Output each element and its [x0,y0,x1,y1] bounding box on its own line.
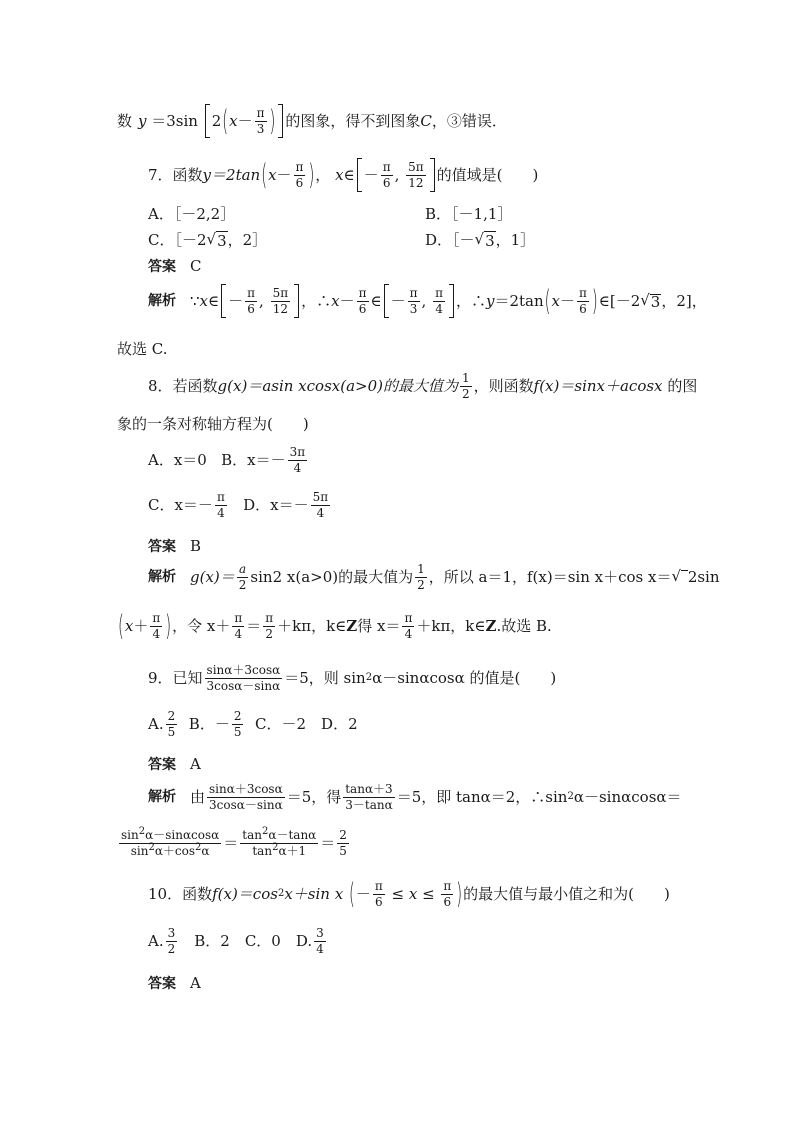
solution-7: 解析 ∵ x ∈ － $\frac{\pi}{6}$ , $\frac{5\pi}{12}$ ，∴ x － $\frac{\pi}{6}$ ∈ － $\frac{\pi}{3}$ , $\frac{\pi}{4}$ ，∴ y ＝2tan ( x － $\frac{\pi}{6}$ ) ∈[－2 √ 3 ，2]， [148,282,707,318]
solution-8-line2: ( x ＋ $\frac{\pi}{4}$ ) ，令 x＋ $\frac{\pi}{4}$ ＝ $\frac{\pi}{2}$ ＋kπ，k∈ Z 得 x＝ $\frac{\pi}{4}$ ＋kπ，k∈ Z .故选 B. [118,608,552,643]
question-10: 10．函数 f(x)＝cos 2 x＋sin x ( － $\frac{\pi}{6}$ ≤ x ≤ $\frac{\pi}{6}$ ) 的最大值与最小值之和为( ) [148,876,670,911]
text: x∈ [335,165,355,184]
answer-10: 答案 A [148,974,201,992]
solution-9-line2: $\frac{\sin^2\alpha-\sin\alpha\cos\alpha}{\sin^2\alpha+\cos^2\alpha}$ ＝ $\frac{\tan^2\alpha-\tan\alpha}{\tan^2\alpha+1}$ ＝ $\frac{2}{5}$ [121,826,347,858]
question-number: 7．函数 [148,165,203,184]
text: ，③错误． [431,111,507,130]
question-9: 9．已知 $\frac{\sin\alpha+3\cos\alpha}{3\cos\alpha-\sin\alpha}$ ＝5，则 sin 2 α－sinαcosα 的值是( ) [148,663,557,693]
options-10: A. $\frac{3}{2}$ B．2 C．0 D. $\frac{3}{4}$ [148,926,324,956]
text: ， [315,165,331,184]
text: 数 [117,111,133,130]
text: C [420,111,432,130]
answer-9: 答案 A [148,755,201,773]
fraction: $\frac{\pi}{3}$ [256,105,265,136]
solution-8: 解析 g(x)＝ $\frac{a}{2}$ sin2 x(a>0)的最大值为 $\frac{1}{2}$ ，所以 a＝1，f(x)＝sin x＋cos x＝ √ 2sin [148,562,720,592]
question-8: 8．若函数 g(x)＝asin xcosx(a>0)的最大值为 $\frac{1}{2}$ ，则函数 f(x)＝sinx＋acosx 的图 [148,371,698,401]
options-9: A. $\frac{2}{5}$ B．－ $\frac{2}{5}$ C．－2 D．2 [148,709,358,739]
options-cd-8: C．x＝－ $\frac{\pi}{4}$ D．x＝－ $\frac{5\pi}{4}$ [148,490,329,520]
text: y＝2tan [202,165,261,184]
option-a: A．［－2,2］ [148,205,236,223]
option-c: C．［－2 √ 3 ，2］ [148,229,268,250]
answer-7: 答案 C [148,257,202,275]
solution-7-end: 故选 C. [117,340,168,358]
option-d: D．［－ √ 3 ，1］ [425,229,536,250]
intro-line: 数 y ＝3sin 2 ( x － $\frac{\pi}{3}$ ) 的图象，得不到图象 C ，③错误． [117,102,507,138]
question-8-line2: 象的一条对称轴方程为( ) [117,415,309,433]
text: 的图象，得不到图象 [285,111,421,130]
answer-8: 答案 B [148,537,202,555]
options-ab-8: A．x＝0 B．x＝－ $\frac{3\pi}{4}$ [148,445,306,475]
option-b: B．［－1,1］ [425,205,513,223]
text: 的值域是( ) [436,165,539,184]
solution-9: 解析 由 $\frac{\sin\alpha+3\cos\alpha}{3\cos\alpha-\sin\alpha}$ ＝5，得 $\frac{\tan\alpha+3}{3-\tan\alpha}$ ＝5，即 tanα＝2，∴sin 2 α－sinαcosα＝ [148,782,682,812]
question-7: 7．函数 y＝2tan ( x － $\frac{\pi}{6}$ ) ， x∈ － $\frac{\pi}{6}$ , $\frac{5\pi}{12}$ 的值域是( ) [148,156,539,192]
